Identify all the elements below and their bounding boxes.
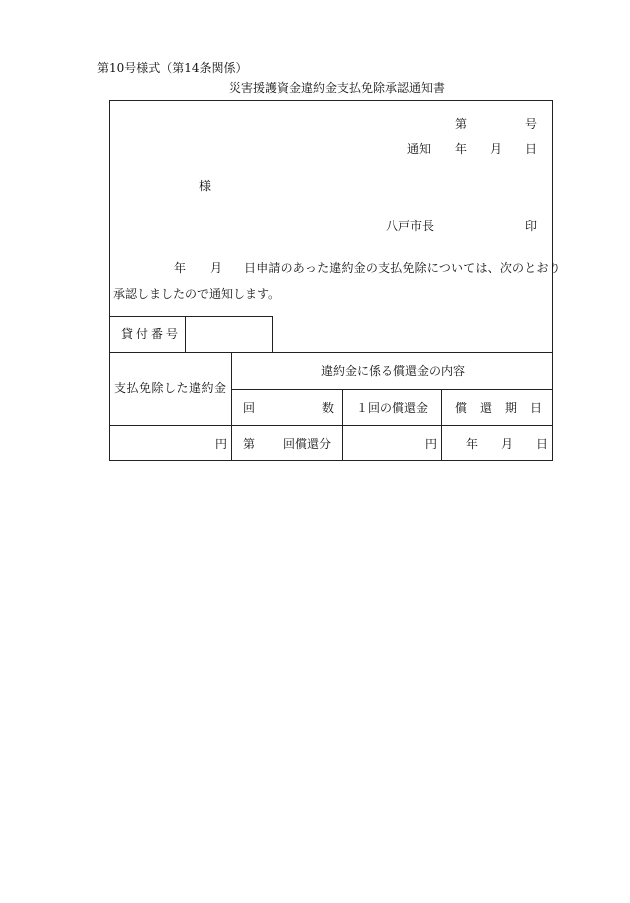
table-row-divider <box>110 425 552 426</box>
mayor-label: 八戸市長 <box>386 219 435 233</box>
seal-mark: 印 <box>525 219 538 233</box>
table-col1-divider <box>231 352 232 461</box>
form-frame <box>109 100 561 461</box>
notice-day: 日 <box>525 142 538 156</box>
exempted-label: 支払免除した違約金 <box>114 381 227 395</box>
document-title: 災害援護資金違約金支払免除承認通知書 <box>229 81 446 95</box>
body-line1: 日申請のあった違約金の支払免除については、次のとおり <box>244 261 561 275</box>
row-yen-payment: 円 <box>425 437 438 451</box>
col-period-4: 日 <box>529 401 542 415</box>
col-times-kai: 回 <box>243 401 256 415</box>
col-times-su: 数 <box>321 401 334 415</box>
col-per-payment: １回の償還金 <box>356 401 429 415</box>
body-line2: 承認しましたので通知します。 <box>113 287 281 301</box>
loan-number-label: 貸付番号 <box>121 327 182 341</box>
body-nen: 年 <box>174 261 187 275</box>
table-col2-divider <box>342 389 343 461</box>
table-top <box>110 352 552 353</box>
table-header-divider <box>231 389 552 390</box>
table-col3-divider <box>441 389 442 461</box>
col-period-3: 期 <box>504 401 517 415</box>
row-dai: 第 <box>243 437 256 451</box>
body-tsuki: 月 <box>210 261 223 275</box>
row-date-day: 日 <box>536 437 549 451</box>
col-period-2: 還 <box>479 401 492 415</box>
loan-box-right <box>272 316 273 352</box>
content-header: 違約金に係る償還金の内容 <box>321 364 466 378</box>
addressee-sama: 様 <box>199 179 212 193</box>
notice-month: 月 <box>490 142 503 156</box>
col-period <box>455 402 542 414</box>
col-period-1: 償 <box>455 401 468 415</box>
notice-year: 年 <box>455 142 468 156</box>
row-yen-amount: 円 <box>215 437 228 451</box>
notice-label: 通知 <box>407 142 432 156</box>
form-number: 第10号様式（第14条関係） <box>97 61 248 75</box>
row-date-year: 年 <box>466 437 479 451</box>
row-date-month: 月 <box>501 437 514 451</box>
col-times <box>243 402 334 414</box>
number-dai: 第 <box>455 117 468 131</box>
loan-number-field[interactable] <box>186 317 272 351</box>
row-kai-shokan: 回償還分 <box>283 437 332 451</box>
number-go: 号 <box>525 117 538 131</box>
